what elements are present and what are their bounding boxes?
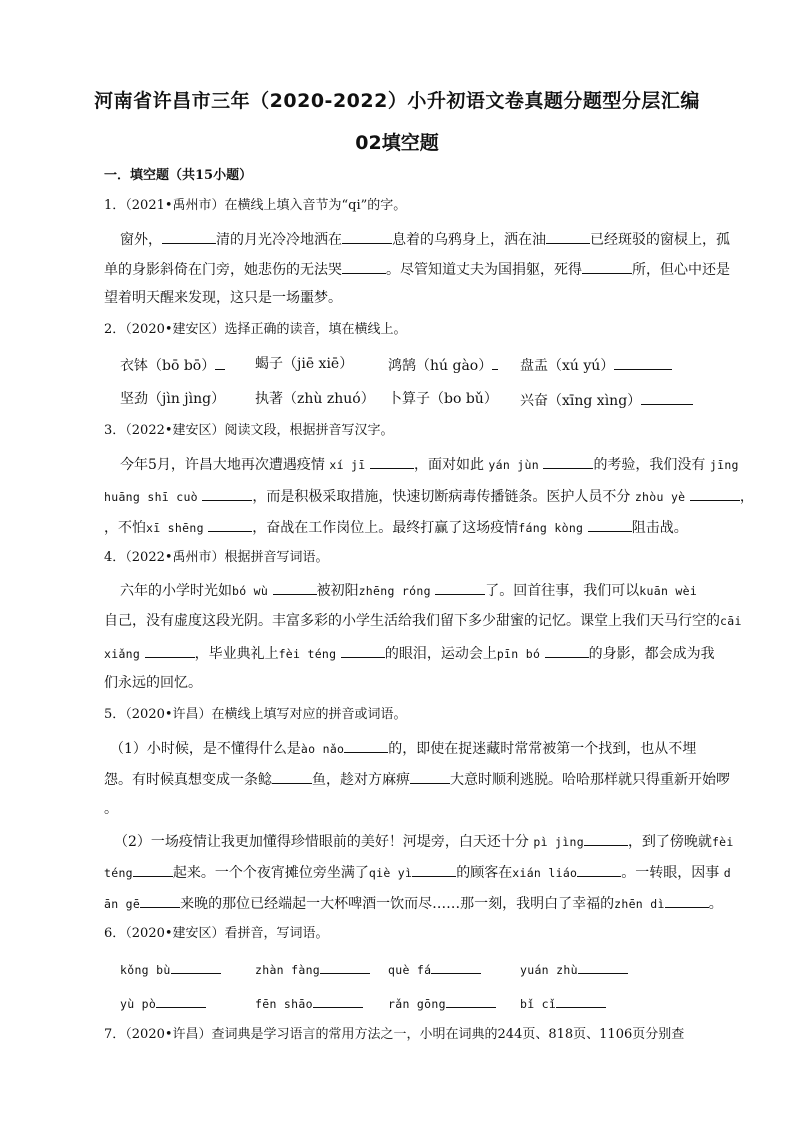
question-4-line-4: 们永远的回忆。 [104,675,202,691]
answer-blank[interactable] [171,958,221,974]
pinyin: xián liáo [512,866,578,880]
answer-blank[interactable] [215,354,225,370]
text: 。 [708,896,723,912]
pinyin: xiǎng [104,647,141,661]
option-text: 坚劲（jìn jìng） [120,391,226,407]
pinyin: bó wù [232,584,269,598]
text: ，奋战在工作岗位上。最终打赢了这场疫情 [252,520,519,536]
text: ，面对如此 [413,457,484,473]
question-1-line-1 [120,228,730,250]
text: 的，即使在捉迷藏时常常被第一个找到，也从不埋 [388,741,697,757]
answer-blank[interactable] [344,737,388,753]
text: ，不怕 [104,520,146,536]
answer-blank[interactable] [543,453,593,469]
question-5-stem: 5．（2020•许昌）在横线上填写对应的拼音或词语。 [104,707,407,722]
answer-blank[interactable] [578,958,628,974]
pinyin-item [388,958,481,980]
answer-blank[interactable] [588,516,632,532]
option-item [520,354,672,376]
pinyin-item [255,958,370,980]
text: 起来。一个个夜宵摊位旁坐满了 [172,865,369,881]
question-4-line-1 [120,579,697,601]
text: 单的身影斜倚在门旁，她悲伤的无法哭 [104,262,342,278]
answer-blank[interactable] [614,354,672,370]
pinyin-item [520,958,628,980]
option-item [520,389,693,411]
text: 息着的乌鸦身上，洒在油 [392,232,546,248]
pinyin: huāng shī cuò [104,490,198,504]
answer-blank[interactable] [140,892,180,908]
pinyin: zhēn dì [614,897,665,911]
option-text: 执著（zhù zhuó） [255,391,375,407]
pinyin: yuán zhù [520,963,578,977]
question-1-line-2 [104,258,730,280]
answer-blank[interactable] [412,861,456,877]
option-text: 鸿鹄（hú gào） [388,358,493,374]
text: 的考验，我们没有 [593,457,706,473]
text: 了。回首往事，我们可以 [485,583,640,599]
text: 六年的小学时光如 [120,583,232,599]
pinyin-item [388,992,496,1014]
pinyin: qiè yì [368,866,413,880]
option-item [255,389,375,409]
question-4-line-2 [104,611,742,631]
text: 来晚的那位已经端起一大杯啤酒一饮而尽……那一刻，我明白了幸福的 [180,896,615,912]
question-3-stem: 3．（2022•建安区）阅读文段，根据拼音写汉字。 [104,423,394,438]
pinyin: xī shēng [146,521,204,535]
question-3-line-3 [104,516,688,538]
option-text: 蝎子（jiē xiē） [255,356,354,372]
pinyin: rǎn gōng [388,997,446,1011]
text: 清的月光冷冷地洒在 [216,232,342,248]
pinyin: kuān wèi [639,584,698,598]
answer-blank[interactable] [341,642,385,658]
option-text: 卜算子（bo bǔ） [388,391,498,407]
pinyin: fèi téng [278,647,337,661]
option-text: 衣钵（bō bō） [120,358,216,374]
text: 怨。有时候真想变成一条鲶 [104,772,272,788]
text: 。一转眼，因事 [621,865,720,881]
answer-blank[interactable] [584,830,628,846]
text: 被初阳 [316,583,359,599]
answer-blank[interactable] [313,992,363,1008]
pinyin: xí jī [329,458,366,472]
option-item [255,354,353,374]
answer-blank[interactable] [320,958,370,974]
section-heading: 一．填空题（共15小题） [104,168,253,183]
pinyin: fēn shāo [255,997,313,1011]
question-7-stem: 7．（2020•许昌）查词典是学习语言的常用方法之一，小明在词典的244页、818页、1106页分别查 [104,1027,685,1042]
answer-blank[interactable] [370,453,414,469]
pinyin-item [520,992,606,1014]
pinyin-item [255,992,363,1014]
text: 大意时顺利逃脱。哈哈那样就只得重新开始啰 [450,772,730,788]
text: 窗外， [120,232,162,248]
question-6-stem: 6．（2020•建安区）看拼音，写词语。 [104,926,329,941]
answer-blank[interactable] [446,992,496,1008]
question-2-stem: 2．（2020•建安区）选择正确的读音，填在横线上。 [104,322,407,337]
answer-blank[interactable] [208,516,252,532]
answer-blank[interactable] [435,579,485,595]
text: 已经斑驳的窗棂上，孤 [590,232,730,248]
question-4-line-3 [104,642,715,664]
question-5-part-1-line-1 [110,737,696,759]
option-item [120,354,225,376]
document-title: 河南省许昌市三年（2020-2022）小升初语文卷真题分题型分层汇编 [94,90,700,112]
text: （2）一场疫情让我更加懂得珍惜眼前的美好！河堤旁，白天还十分 [114,834,529,850]
answer-blank[interactable] [202,485,252,501]
text: 。尽管知道丈夫为国捐躯，死得 [386,262,582,278]
pinyin: kǒng bù [120,963,171,977]
question-5-part-1-line-3: 。 [104,801,118,817]
document-subtitle: 02填空题 [355,132,439,154]
question-3-line-2: huāng shī cuò ，而是积极采取措施，快速切断病毒传播链条。医护人员不分 zhòu yè ， [104,485,754,507]
option-item [388,389,498,409]
option-item [388,354,498,376]
text: 自己，没有虚度这段光阴。丰富多彩的小学生活给我们留下多少甜蜜的记忆。课堂上我们天马行空的 [104,613,720,629]
pinyin: ào nǎo [300,742,345,756]
option-text: 兴奋（xīng xìng） [520,393,642,409]
answer-blank[interactable] [156,992,206,1008]
answer-blank[interactable] [272,768,312,784]
answer-blank[interactable] [492,354,498,370]
pinyin: zhàn fàng [255,963,321,977]
answer-blank[interactable] [577,861,621,877]
pinyin: jīng [709,458,739,472]
answer-blank[interactable] [342,258,386,274]
answer-blank[interactable] [582,258,632,274]
answer-blank[interactable] [690,485,740,501]
question-3-line-1 [120,453,739,475]
question-4-stem: 4．（2022•禹州市）根据拼音写词语。 [104,550,329,565]
answer-blank[interactable] [145,642,195,658]
answer-blank[interactable] [545,642,589,658]
answer-blank[interactable] [133,861,173,877]
pinyin: d [723,866,731,880]
text: ，而是积极采取措施，快速切断病毒传播链条。医护人员不分 [252,489,631,505]
option-text: 盘盂（xú yú） [520,358,615,374]
pinyin: bǐ cǐ [520,997,557,1011]
answer-blank[interactable] [431,958,481,974]
pinyin: pì jìng [533,835,584,849]
question-1-stem: 1．（2021•禹州市）在横线上填入音节为“qi”的字。 [104,198,407,213]
question-5-part-2-line-3 [104,892,723,914]
pinyin: yán jùn [488,458,539,472]
pinyin: fèi [711,835,734,849]
question-5-part-2-line-2 [104,861,731,883]
pinyin-item [120,958,221,980]
pinyin: yù pò [120,997,157,1011]
pinyin: téng [104,866,133,880]
pinyin: fáng kòng [518,521,584,535]
text: 的顾客在 [456,865,513,881]
pinyin: pīn bó [496,647,541,661]
text: ，到了傍晚就 [627,834,712,850]
option-item [120,389,225,409]
text: ，毕业典礼上 [194,646,279,662]
pinyin: cāi [720,614,742,628]
text: 阻击战。 [631,520,688,536]
text: 所，但心中还是 [632,262,730,278]
answer-blank[interactable] [162,228,216,244]
text: 的眼泪，运动会上 [384,646,497,662]
answer-blank[interactable] [410,768,450,784]
pinyin: què fá [388,963,432,977]
text: 的身影，都会成为我 [588,646,715,662]
pinyin-item [120,992,206,1014]
pinyin: zhòu yè [634,490,686,504]
pinyin: ān gē [104,897,141,911]
pinyin: zhēng róng [358,584,431,598]
text: 今年5月，许昌大地再次遭遇疫情 [120,457,325,473]
question-1-line-3: 望着明天醒来发现，这只是一场噩梦。 [104,290,342,306]
answer-blank[interactable] [641,389,693,405]
answer-blank[interactable] [342,228,392,244]
question-5-part-2-line-1 [114,830,734,852]
text: 鱼，趁对方麻痹 [312,772,410,788]
answer-blank[interactable] [546,228,590,244]
answer-blank[interactable] [556,992,606,1008]
answer-blank[interactable] [665,892,709,908]
text: （1）小时候，是不懂得什么是 [110,741,301,757]
answer-blank[interactable] [273,579,317,595]
question-5-part-1-line-2 [104,768,730,790]
